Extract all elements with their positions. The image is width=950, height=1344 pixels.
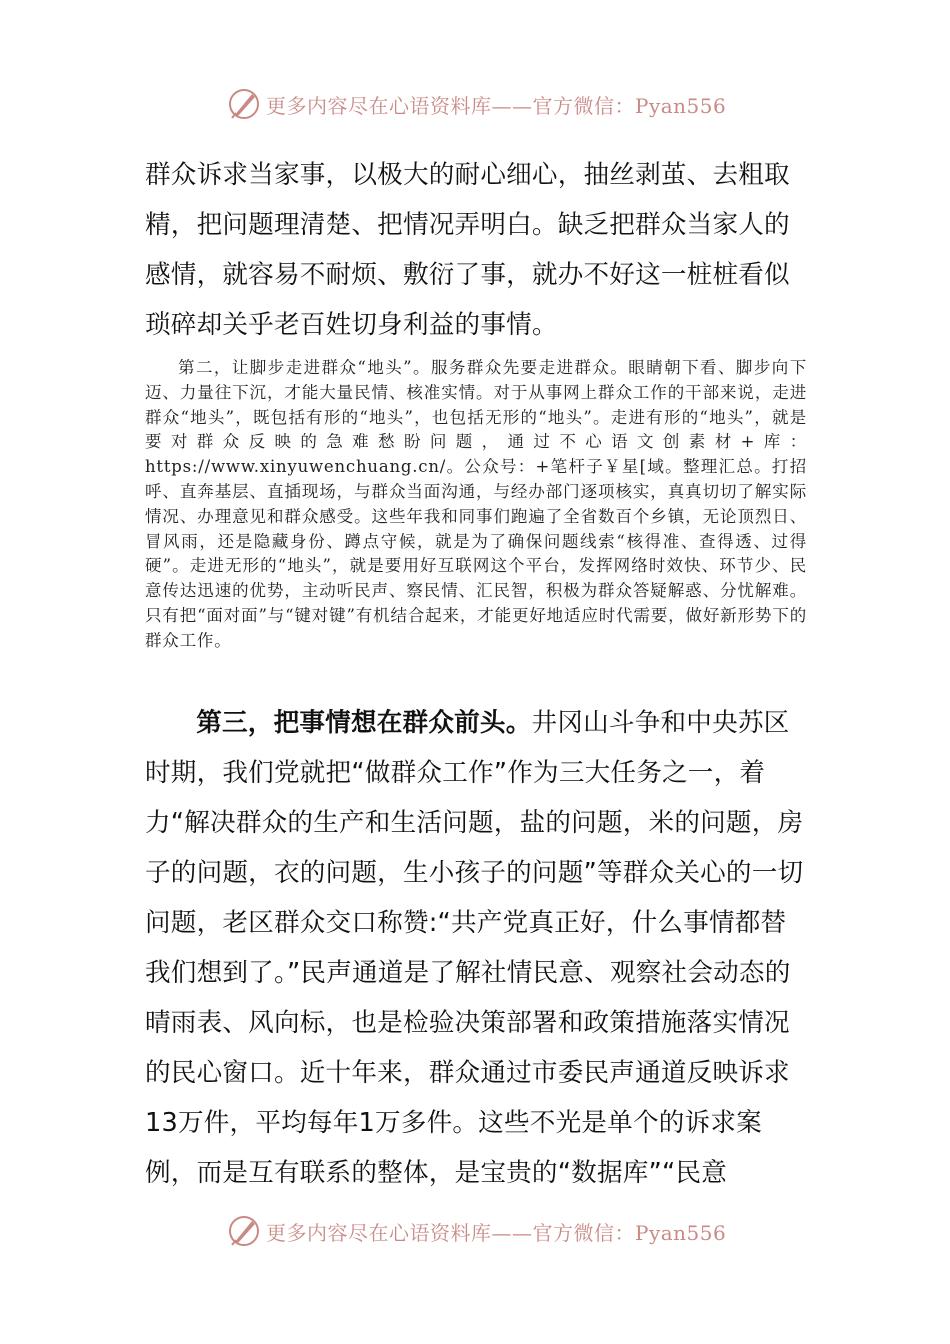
paragraph-2-text: 第二，让脚步走进群众“地头”。服务群众先要走进群众。眼睛朝下看、脚步向下迈、力量往下沉，才能大量民情、核准实情。对于从事网上群众工作的干部来说，走进群众“地头”，既包括有形的“地头”，也包括无形的“地头”。走进有形的“地头”，就是要对群众反映的急难愁盼问题，通过不心语文创素材+库：https://www.xinyuwenchuang.cn/。公众号：+笔杆子￥星[域。整理汇总。打招呼、直奔基层、直插现场，与群众当面沟通，与经办部门逐项核实，真真切切了解实际情况、办理意见和群众感受。这些年我和同事们跑遍了全省数百个乡镇，无论顶烈日、冒风雨，还是隐藏身份、蹲点守候，就是为了确保问题线索“核得准、查得透、过得硬”。走进无形的“地头”，就是要用好互联网这个平台，发挥网络时效快、环节少、民意传达迅速的优势，主动听民声、察民情、汇民智，积极为群众答疑解惑、分忧解难。只有把“面对面”与“键对键”有机结合起来，才能更好地适应时代需要，做好新形势下的群众工作。 bbox=[145, 358, 807, 650]
footer-banner-text: 更多内容尽在心语资料库——官方微信：Pyan556 bbox=[266, 1220, 727, 1245]
paragraph-3-heading: 第三，把事情想在群众前头。 bbox=[196, 708, 532, 738]
paragraph-1-text: 群众诉求当家事，以极大的耐心细心，抽丝剥茧、去粗取精，把问题理清楚、把情况弄明白。缺乏把群众当家人的感情，就容易不耐烦、敷衍了事，就办不好这一桩桩看似琐碎却关乎老百姓切身利益的事情。 bbox=[145, 160, 790, 340]
quill-logo-icon bbox=[226, 86, 262, 122]
header-banner-text: 更多内容尽在心语资料库——官方微信：Pyan556 bbox=[266, 93, 727, 118]
paragraph-3 bbox=[145, 698, 807, 1198]
paragraph-continuation bbox=[145, 150, 807, 350]
paragraph-second-point bbox=[145, 356, 807, 654]
quill-logo-icon bbox=[226, 1213, 262, 1249]
paragraph-3-body: 井冈山斗争和中央苏区时期，我们党就把“做群众工作”作为三大任务之一，着力“解决群众的生产和生活问题，盐的问题，米的问题，房子的问题，衣的问题，生小孩子的问题”等群众关心的一切问题，老区群众交口称赞:“共产党真正好，什么事情都替我们想到了。”民声通道是了解社情民意、观察社会动态的晴雨表、风向标，也是检验决策部署和政策措施落实情况的民心窗口。近十年来，群众通过市委民声通道反映诉求13万件，平均每年1万多件。这些不光是单个的诉求案例，而是互有联系的整体，是宝贵的“数据库”“民意 bbox=[145, 708, 804, 1188]
paragraph-third-point bbox=[145, 698, 807, 1198]
footer-banner bbox=[226, 1211, 726, 1251]
header-banner bbox=[226, 84, 726, 124]
